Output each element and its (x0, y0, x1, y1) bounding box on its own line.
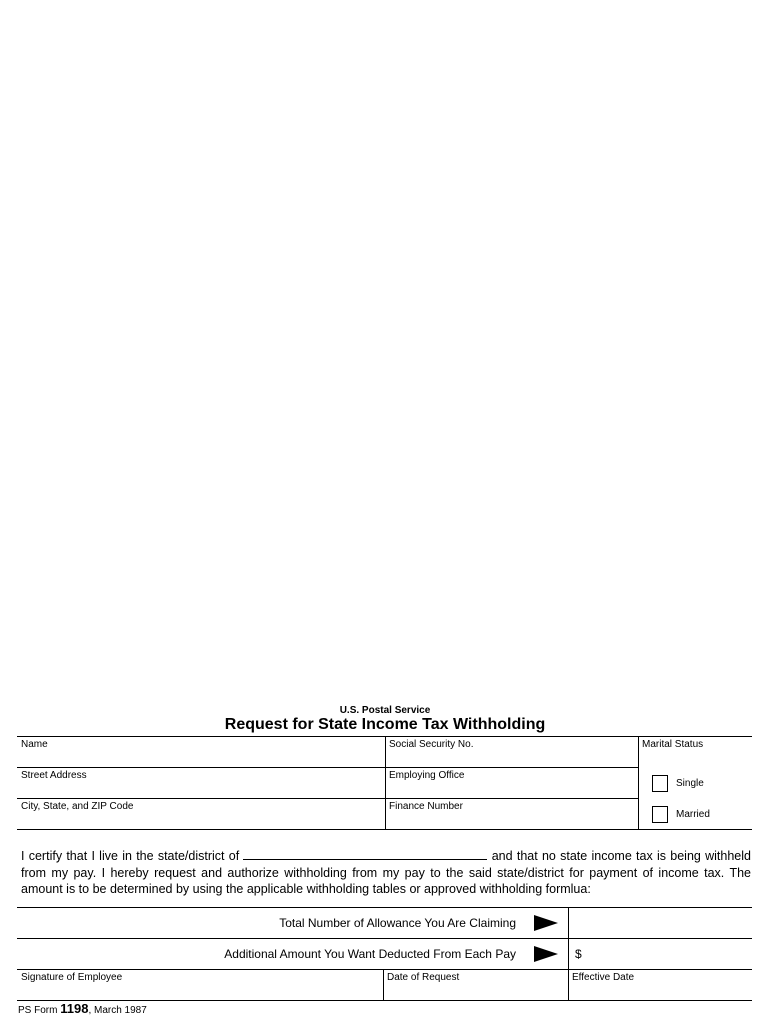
column-divider-2 (638, 736, 639, 829)
additional-amount-label: Additional Amount You Want Deducted From Each Pay (224, 947, 516, 961)
row-divider-1 (17, 767, 638, 768)
city-state-zip-field[interactable]: City, State, and ZIP Code (21, 801, 134, 812)
single-label: Single (676, 778, 704, 789)
agency-name: U.S. Postal Service (339, 705, 431, 716)
certification-line-2: from my pay. I hereby request and authorize withholding from my pay to the said state/district for payment of income tax. The (21, 865, 751, 880)
additional-amount-input[interactable] (585, 939, 752, 969)
marital-status-label: Marital Status (642, 739, 704, 750)
form-date: , March 1987 (88, 1005, 147, 1016)
finance-number-field[interactable]: Finance Number (389, 801, 463, 812)
ssn-field[interactable]: Social Security No. (389, 739, 474, 750)
employing-office-field[interactable]: Employing Office (389, 770, 465, 781)
married-checkbox[interactable] (652, 806, 668, 823)
form-footer (18, 1001, 147, 1016)
street-address-field[interactable]: Street Address (21, 770, 87, 781)
certification-paragraph (21, 848, 751, 898)
signature-of-employee-field[interactable]: Signature of Employee (21, 972, 123, 983)
claims-bottom-rule (17, 969, 752, 970)
column-divider-1 (385, 736, 386, 829)
effective-date-field[interactable]: Effective Date (572, 972, 635, 983)
allowances-label: Total Number of Allowance You Are Claiming (279, 916, 516, 930)
additional-amount-arrow-icon (534, 946, 558, 962)
allowances-input[interactable] (569, 908, 752, 938)
married-label: Married (676, 809, 710, 820)
single-checkbox[interactable] (652, 775, 668, 792)
date-of-request-field[interactable]: Date of Request (387, 972, 460, 983)
footer-prefix: PS Form (18, 1005, 58, 1016)
allowances-arrow-icon (534, 915, 558, 931)
signature-column-divider-1 (383, 969, 384, 1000)
signature-column-divider-2 (568, 969, 569, 1000)
form-title: Request for State Income Tax Withholding (224, 716, 546, 733)
state-district-blank[interactable] (243, 849, 487, 860)
certification-line-3: amount is to be determined by using the applicable withholding tables or approved withholding formlua: (21, 882, 591, 896)
row-divider-2 (17, 798, 638, 799)
certification-line-1 (21, 848, 751, 865)
name-field[interactable]: Name (21, 739, 48, 750)
certification-line-1-start: I certify that I live in the state/district of (21, 849, 240, 863)
section-bottom-rule (17, 829, 752, 830)
form-number: 1198 (60, 1001, 89, 1016)
dollar-sign: $ (575, 947, 582, 961)
certification-line-1-end: and that no state income tax is being withheld (491, 849, 751, 863)
